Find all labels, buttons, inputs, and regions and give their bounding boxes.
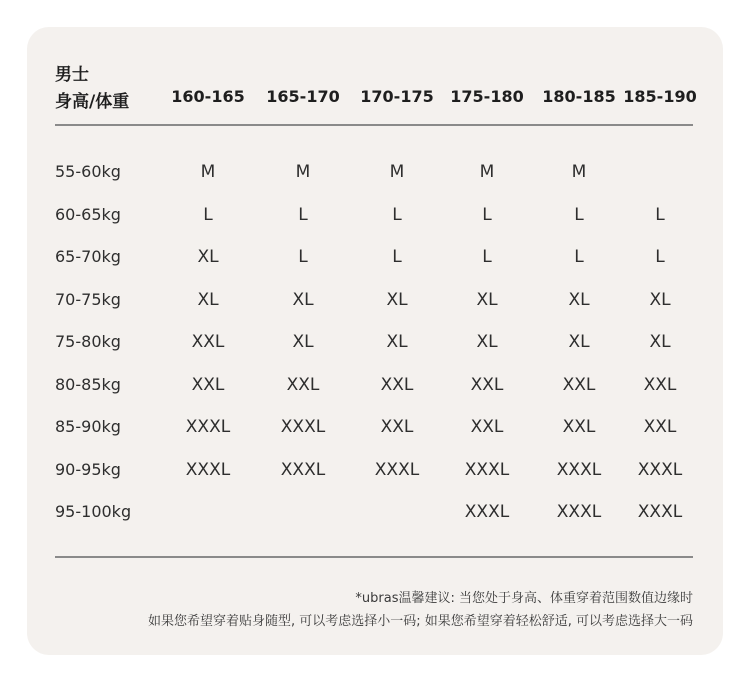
size-cell: XL [292,332,314,352]
chart-title-gender: 男士 [55,65,89,85]
size-cell: XXL [562,417,596,437]
column-header: 165-170 [266,87,340,106]
footer-divider [55,556,693,558]
size-cell: L [392,247,402,267]
size-cell: M [389,162,405,182]
row-label-weight: 90-95kg [55,459,121,479]
size-cell: XXL [643,374,677,395]
size-cell: L [298,247,308,267]
size-cell: XXXL [464,502,510,522]
size-cell: XXL [380,374,414,395]
size-cell: XL [476,332,498,352]
size-cell: XL [568,332,590,352]
size-chart-card [27,27,723,655]
row-label-weight: 55-60kg [55,162,121,181]
row-label-weight: 75-80kg [55,332,121,351]
size-cell: L [392,204,402,225]
column-header: 170-175 [360,87,434,106]
size-cell: XXXL [637,502,683,522]
size-cell: XL [649,332,671,352]
size-cell: L [482,204,492,225]
size-cell: XXXL [185,459,231,480]
size-cell: XL [476,289,498,310]
size-cell: M [479,162,495,182]
size-cell: XXL [562,374,596,395]
size-cell: XXL [380,417,414,437]
size-cell: L [298,204,308,225]
column-header: 175-180 [450,87,524,106]
size-cell: XXL [643,417,677,437]
row-label-weight: 65-70kg [55,247,121,266]
size-cell: XXXL [280,459,326,480]
size-cell: L [203,204,213,225]
row-label-weight: 70-75kg [55,289,121,309]
note-line-2: 如果您希望穿着贴身随型, 可以考虑选择小一码; 如果您希望穿着轻松舒适, 可以考虑选择大一码 [147,614,693,629]
column-header: 160-165 [171,87,245,106]
note-line-1: *ubras温馨建议: 当您处于身高、体重穿着范围数值边缘时 [355,591,693,606]
size-cell: XXXL [280,417,326,437]
row-label-weight: 85-90kg [55,417,121,436]
size-cell: L [482,247,492,267]
size-cell: XL [649,289,671,310]
size-cell: XXXL [637,459,683,480]
size-cell: XL [568,289,590,310]
size-cell: XXL [470,417,504,437]
size-cell: XXXL [556,502,602,522]
size-cell: L [655,204,665,225]
size-cell: XXXL [374,459,420,480]
size-cell: XL [292,289,314,310]
column-header: 180-185 [542,87,616,106]
size-cell: XL [386,332,408,352]
size-cell: XXL [286,374,320,395]
size-cell: XXL [191,332,225,352]
size-cell: XXL [470,374,504,395]
size-cell: L [574,204,584,225]
size-cell: XXXL [556,459,602,480]
size-cell: XXXL [185,417,231,437]
chart-title-axes: 身高/体重 [55,92,130,112]
size-cell: XXXL [464,459,510,480]
size-cell: M [571,162,587,182]
row-label-weight: 60-65kg [55,204,121,224]
size-cell: XL [386,289,408,310]
size-cell: L [574,247,584,267]
header-divider [55,124,693,126]
size-cell: XXL [191,374,225,395]
size-cell: M [295,162,311,182]
row-label-weight: 95-100kg [55,502,132,521]
size-cell: XL [197,247,219,267]
size-cell: M [200,162,216,182]
column-header: 185-190 [623,87,697,106]
size-cell: L [655,247,665,267]
size-cell: XL [197,289,219,310]
row-label-weight: 80-85kg [55,374,121,394]
